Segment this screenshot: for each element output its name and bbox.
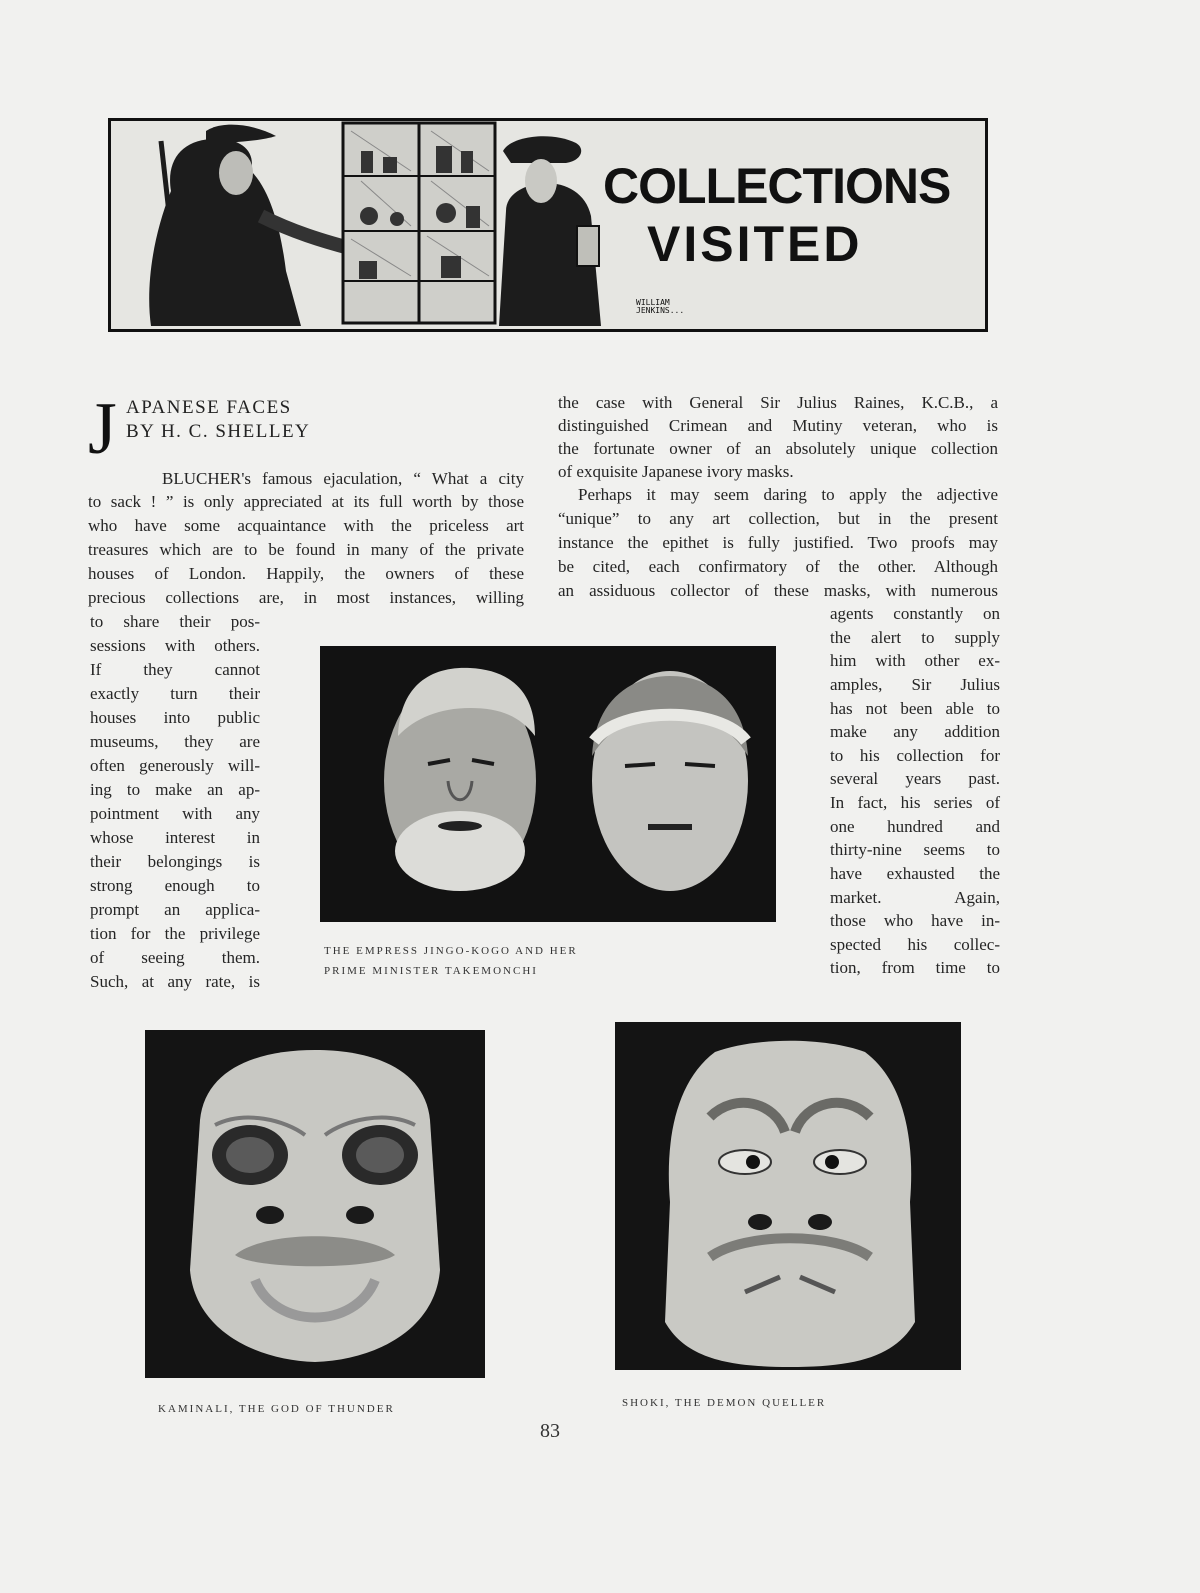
text-line: their belongings is: [90, 852, 260, 871]
text-line: strong enough to: [90, 876, 260, 895]
article-heading: [126, 396, 310, 444]
text-line: Such, at any rate, is: [90, 972, 260, 991]
banner-title-collections: COLLECTIONS: [603, 158, 951, 214]
article-title: APANESE FACES: [126, 397, 292, 418]
top-photo-caption-line1: THE EMPRESS JINGO-KOGO AND HER: [324, 945, 578, 957]
text-line: houses into public: [90, 708, 260, 727]
article-byline: BY H. C. SHELLEY: [126, 421, 311, 442]
text-line: “unique” to any art collection, but in the present: [558, 509, 998, 528]
text-line: BLUCHER's famous ejaculation, “ What a city: [162, 469, 524, 488]
text-line: spected his collec-: [830, 935, 1000, 954]
artist-signature-line1: WILLIAM: [636, 298, 670, 307]
text-line: If they cannot: [90, 660, 260, 679]
text-line: amples, Sir Julius: [830, 675, 1000, 694]
text-line: houses of London. Happily, the owners of these: [88, 564, 524, 583]
text-line: exactly turn their: [90, 684, 260, 703]
text-line: pointment with any: [90, 804, 260, 823]
text-line: In fact, his series of: [830, 793, 1000, 812]
text-line: an assiduous collector of these masks, with numerous: [558, 581, 998, 600]
photo-two-masks: [320, 646, 776, 922]
text-line: of exquisite Japanese ivory masks.: [558, 462, 794, 481]
text-line: him with other ex-: [830, 651, 1000, 670]
text-line: ing to make an ap-: [90, 780, 260, 799]
text-line: treasures which are to be found in many of the private: [88, 540, 524, 559]
top-photo-caption-line2: PRIME MINISTER TAKEMONCHI: [324, 965, 538, 977]
banner-title-visited: VISITED: [647, 216, 863, 272]
artist-signature: [636, 299, 726, 315]
text-line: to share their pos-: [90, 612, 260, 631]
text-line: the alert to supply: [830, 628, 1000, 647]
text-line: instance the epithet is fully justified. Two proofs may: [558, 533, 998, 552]
mask-jingo-kogo: [592, 671, 748, 891]
artist-signature-line2: JENKINS...: [636, 306, 685, 315]
text-line: tion for the privilege: [90, 924, 260, 943]
text-line: whose interest in: [90, 828, 260, 847]
text-line: be cited, each confirmatory of the other. Although: [558, 557, 998, 576]
mask-takemonchi: [384, 668, 536, 891]
text-line: thirty-nine seems to: [830, 840, 1000, 859]
text-line: distinguished Crimean and Mutiny veteran, who is: [558, 416, 998, 435]
text-line: museums, they are: [90, 732, 260, 751]
text-line: to sack ! ” is only appreciated at its full worth by those: [88, 492, 524, 511]
drop-cap: J: [88, 388, 117, 470]
left-photo-caption: KAMINALI, THE GOD OF THUNDER: [158, 1403, 395, 1415]
text-line: one hundred and: [830, 817, 1000, 836]
text-line: has not been able to: [830, 699, 1000, 718]
text-line: those who have in-: [830, 911, 1000, 930]
text-line: prompt an applica-: [90, 900, 260, 919]
text-line: several years past.: [830, 769, 1000, 788]
right-photo-caption: SHOKI, THE DEMON QUELLER: [622, 1397, 827, 1409]
photo-kaminali-mask: [145, 1030, 485, 1378]
text-line: sessions with others.: [90, 636, 260, 655]
text-line: who have some acquaintance with the priceless art: [88, 516, 524, 535]
text-line: the case with General Sir Julius Raines, K.C.B., a: [558, 393, 998, 412]
photo-shoki-mask: [615, 1022, 961, 1370]
text-line: precious collections are, in most instances, willing: [88, 588, 524, 607]
text-line: Perhaps it may seem daring to apply the adjective: [578, 485, 998, 504]
text-line: to his collection for: [830, 746, 1000, 765]
text-line: the fortunate owner of an absolutely unique collection: [558, 439, 998, 458]
text-line: often generously will-: [90, 756, 260, 775]
text-line: make any addition: [830, 722, 1000, 741]
text-line: market. Again,: [830, 888, 1000, 907]
text-line: of seeing them.: [90, 948, 260, 967]
page-number: 83: [540, 1420, 560, 1442]
text-line: agents constantly on: [830, 604, 1000, 623]
text-line: tion, from time to: [830, 958, 1000, 977]
text-line: have exhausted the: [830, 864, 1000, 883]
header-banner: [108, 118, 988, 332]
